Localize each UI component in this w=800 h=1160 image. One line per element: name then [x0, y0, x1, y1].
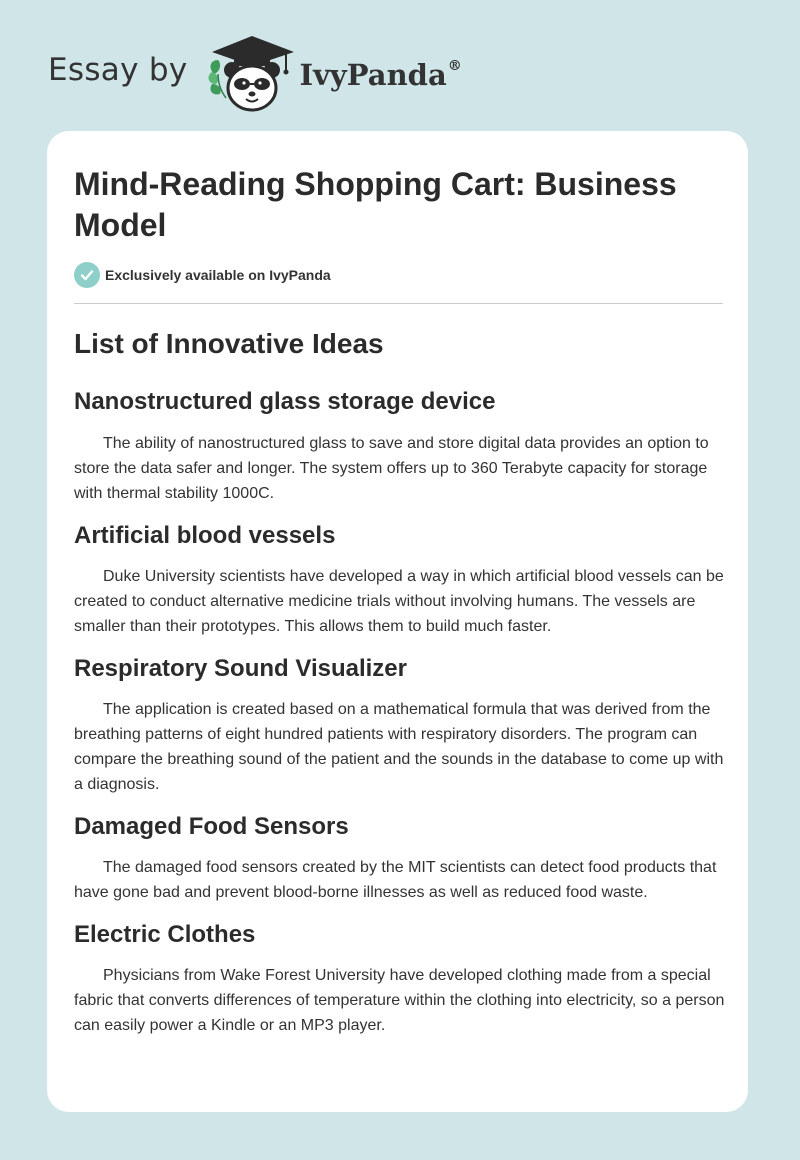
essay-by-label: Essay by: [48, 52, 188, 88]
item-paragraph: Physicians from Wake Forest University have developed clothing made from a special fabric that converts differences of temperature within the clothing into electricity, so a person can easily power a Kindle or an MP3 player.: [74, 967, 725, 1034]
section-heading: List of Innovative Ideas: [74, 328, 384, 359]
site-header: [48, 34, 462, 114]
item-paragraph: The ability of nanostructured glass to save and store digital data provides an option to store the data safer and longer. The system offers up to 360 Terabyte capacity for storage with thermal stability 1000C.: [74, 435, 709, 502]
page-title: Mind-Reading Shopping Cart: Business Model: [74, 166, 677, 243]
title-divider: [74, 303, 723, 304]
brand-name[interactable]: IvyPanda®: [299, 58, 462, 92]
item-paragraph: Duke University scientists have developed a way in which artificial blood vessels can be created to conduct alternative medicine trials without involving humans. The vessels are smaller than their prototypes. This allows them to build much faster.: [74, 568, 724, 635]
item-heading: Electric Clothes: [74, 921, 256, 948]
item-paragraph: The damaged food sensors created by the MIT scientists can detect food products that have gone bad and prevent blood-borne illnesses as well as reduced food waste.: [74, 859, 717, 901]
essay-content: [74, 327, 726, 1038]
item-heading: Nanostructured glass storage device: [74, 388, 496, 415]
item-paragraph: The application is created based on a mathematical formula that was derived from the breathing patterns of eight hundred patients with respiratory disorders. The program can compare the breathing sound of the patient and the sounds in the database to come up with a diagnosis.: [74, 701, 724, 793]
trademark-symbol: ®: [447, 58, 462, 75]
exclusive-badge: [74, 262, 331, 288]
essay-card: [47, 131, 748, 1112]
checkmark-icon: [74, 262, 100, 288]
item-heading: Damaged Food Sensors: [74, 813, 349, 840]
item-heading: Artificial blood vessels: [74, 522, 336, 549]
item-heading: Respiratory Sound Visualizer: [74, 655, 407, 682]
panda-graduate-logo-icon[interactable]: [206, 34, 298, 114]
exclusive-badge-label: Exclusively available on IvyPanda: [105, 267, 331, 283]
